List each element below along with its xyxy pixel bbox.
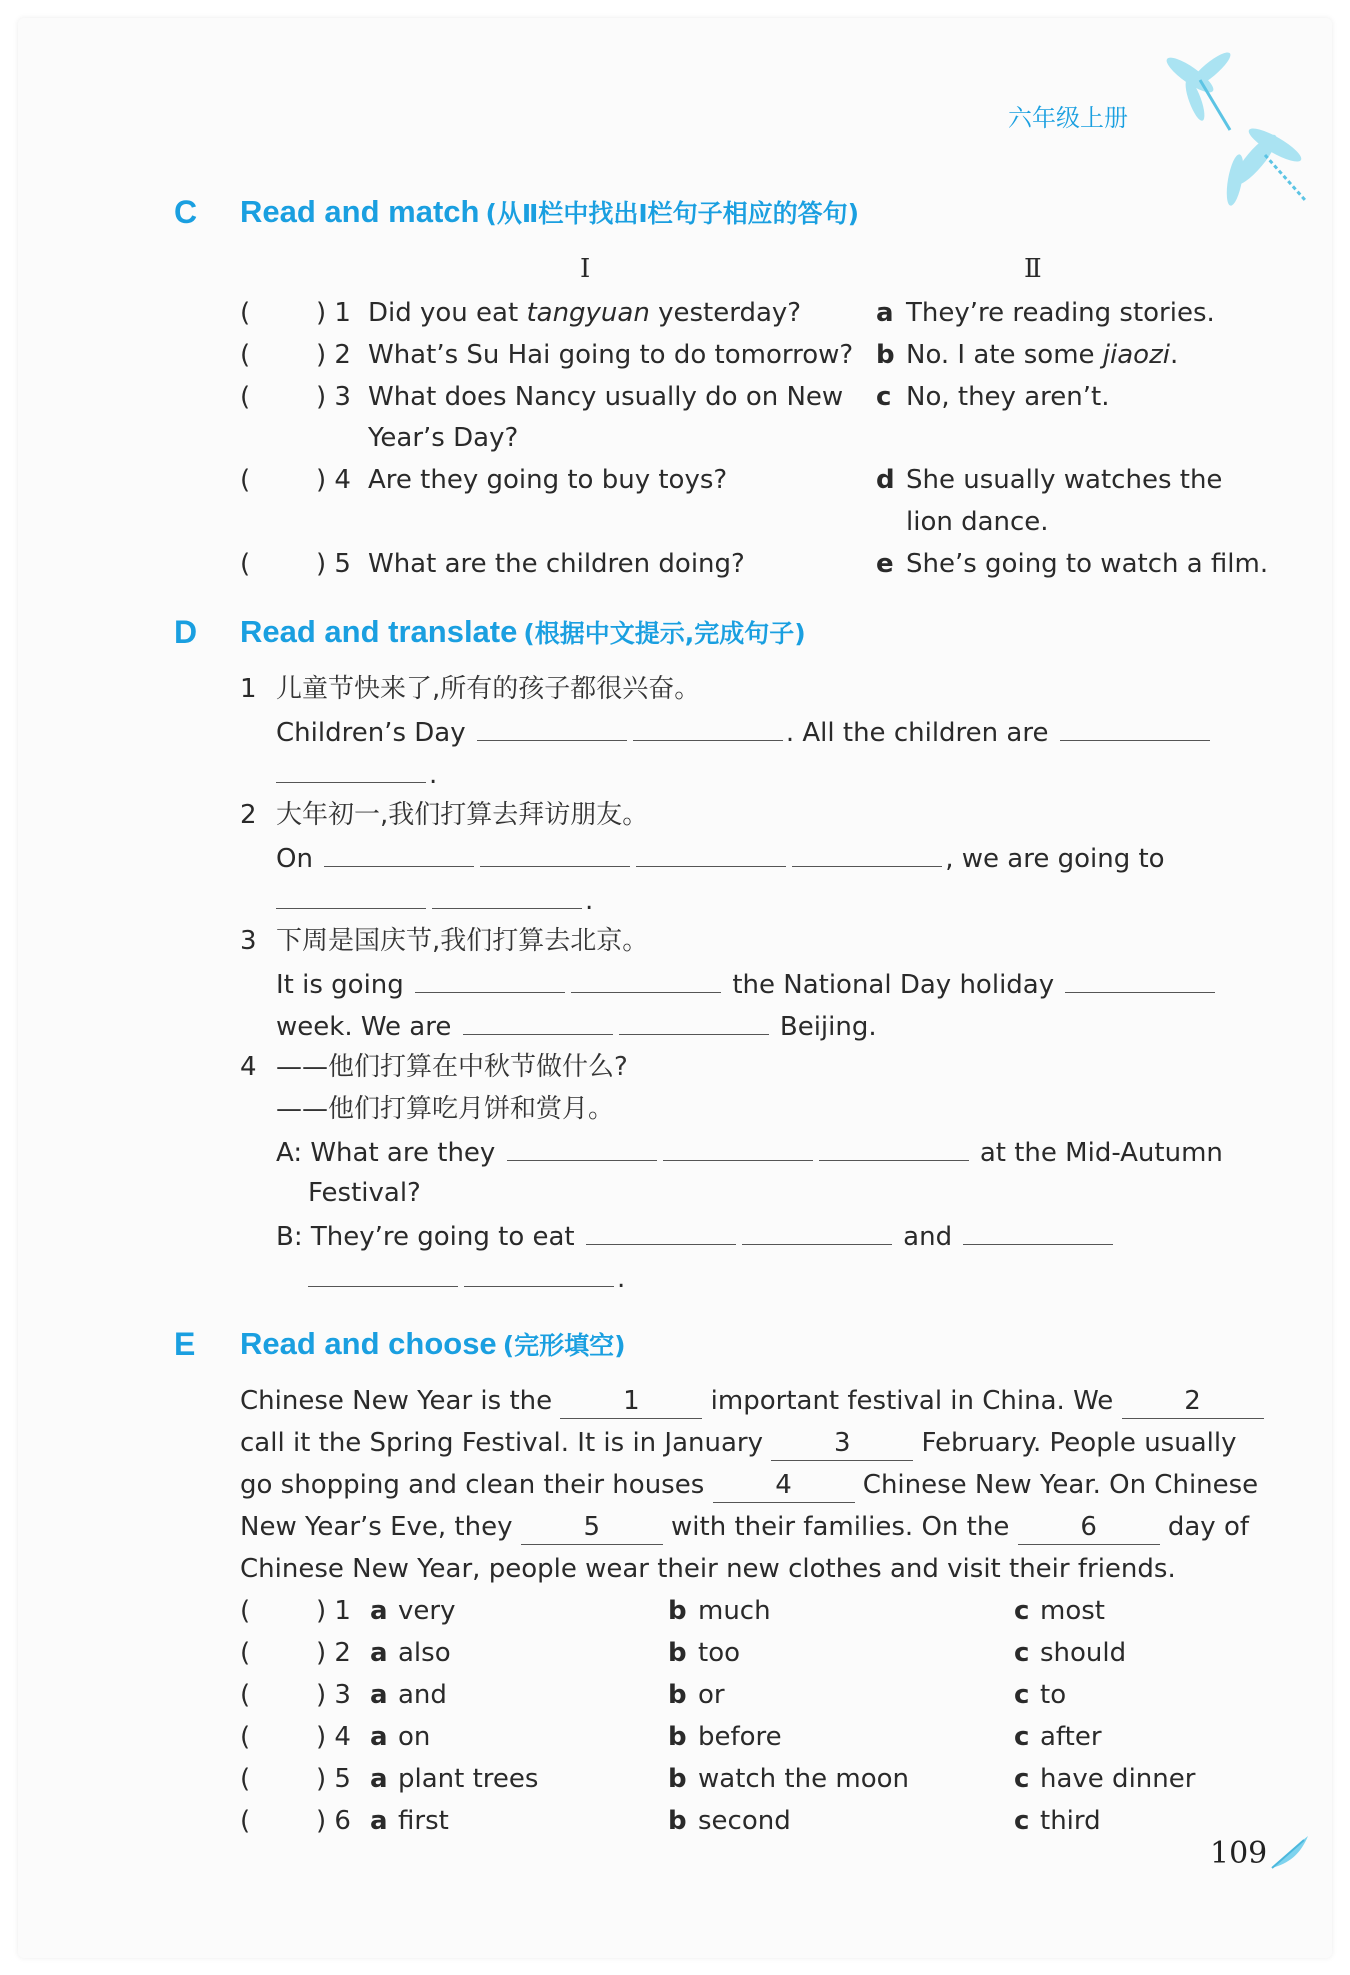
d-num-3: 3 bbox=[240, 926, 257, 956]
blank-input[interactable] bbox=[586, 1218, 736, 1245]
e-passage-line-3: go shopping and clean their houses 4 Chinese New Year. On Chinese bbox=[240, 1468, 1258, 1503]
e-num-5: ) 5 bbox=[316, 1764, 351, 1794]
c-answer-letter-e: e bbox=[876, 549, 894, 579]
e-option-5a[interactable]: plant trees bbox=[398, 1764, 539, 1794]
d-sentence-2: On , we are going to bbox=[276, 840, 1165, 876]
e-option-4c[interactable]: after bbox=[1040, 1722, 1102, 1752]
d-chinese-1: 儿童节快来了,所有的孩子都很兴奋。 bbox=[276, 674, 701, 704]
e-label-a: a bbox=[370, 1764, 388, 1794]
c-answer-letter-a: a bbox=[876, 298, 894, 328]
d-num-2: 2 bbox=[240, 800, 257, 830]
c-answer-c: No, they aren’t. bbox=[906, 382, 1110, 412]
blank-input[interactable] bbox=[1065, 966, 1215, 993]
section-e-heading bbox=[240, 1326, 626, 1362]
e-passage-line-4: New Year’s Eve, they 5 with their families. On the 6 day of bbox=[240, 1510, 1249, 1545]
blank-input[interactable] bbox=[619, 1008, 769, 1035]
e-option-1b[interactable]: much bbox=[698, 1596, 771, 1626]
e-label-b: b bbox=[668, 1638, 687, 1668]
e-option-1c[interactable]: most bbox=[1040, 1596, 1105, 1626]
c-num-1: ) 1 bbox=[316, 298, 351, 328]
e-bracket-3[interactable]: ( bbox=[240, 1680, 251, 1710]
section-c-heading bbox=[240, 194, 859, 230]
c-bracket-5[interactable]: ( bbox=[240, 549, 251, 579]
d-num-4: 4 bbox=[240, 1052, 257, 1082]
blank-input[interactable] bbox=[464, 1260, 614, 1287]
e-label-c: c bbox=[1014, 1596, 1030, 1626]
blank-input[interactable] bbox=[463, 1008, 613, 1035]
section-e-title: Read and choose bbox=[240, 1326, 497, 1361]
column-1-header: Ⅰ bbox=[580, 254, 591, 284]
blank-input[interactable] bbox=[633, 714, 783, 741]
blank-input[interactable] bbox=[415, 966, 565, 993]
c-answer-a: They’re reading stories. bbox=[906, 298, 1215, 328]
column-2-header: Ⅱ bbox=[1024, 254, 1042, 284]
c-bracket-2[interactable]: ( bbox=[240, 340, 251, 370]
blank-input[interactable] bbox=[819, 1134, 969, 1161]
c-bracket-3[interactable]: ( bbox=[240, 382, 251, 412]
blank-input[interactable] bbox=[663, 1134, 813, 1161]
c-answer-letter-b: b bbox=[876, 340, 895, 370]
e-option-4a[interactable]: on bbox=[398, 1722, 431, 1752]
cloze-blank-2[interactable]: 2 bbox=[1122, 1384, 1264, 1419]
cloze-blank-1[interactable]: 1 bbox=[560, 1384, 702, 1419]
blank-input[interactable] bbox=[963, 1218, 1113, 1245]
e-option-2c[interactable]: should bbox=[1040, 1638, 1127, 1668]
section-d-heading bbox=[240, 614, 806, 650]
e-bracket-1[interactable]: ( bbox=[240, 1596, 251, 1626]
section-c-title: Read and match bbox=[240, 194, 480, 229]
blank-input[interactable] bbox=[742, 1218, 892, 1245]
c-num-5: ) 5 bbox=[316, 549, 351, 579]
e-label-a: a bbox=[370, 1596, 388, 1626]
d-sentence-3: It is going the National Day holiday bbox=[276, 966, 1218, 1002]
e-num-3: ) 3 bbox=[316, 1680, 351, 1710]
blank-input[interactable] bbox=[276, 882, 426, 909]
section-d-title: Read and translate bbox=[240, 614, 518, 649]
cloze-blank-4[interactable]: 4 bbox=[713, 1468, 855, 1503]
d-sentence-1-cont: . bbox=[276, 756, 437, 792]
e-option-3c[interactable]: to bbox=[1040, 1680, 1067, 1710]
e-bracket-5[interactable]: ( bbox=[240, 1764, 251, 1794]
e-passage-line-2: call it the Spring Festival. It is in January 3 February. People usually bbox=[240, 1426, 1236, 1461]
e-label-c: c bbox=[1014, 1722, 1030, 1752]
e-bracket-2[interactable]: ( bbox=[240, 1638, 251, 1668]
c-answer-d-cont: lion dance. bbox=[906, 507, 1049, 537]
e-option-6a[interactable]: first bbox=[398, 1806, 449, 1836]
d-chinese-2: 大年初一,我们打算去拜访朋友。 bbox=[276, 800, 649, 830]
e-bracket-4[interactable]: ( bbox=[240, 1722, 251, 1752]
d-sentence-2-cont: . bbox=[276, 882, 593, 918]
c-question-5: What are the children doing? bbox=[368, 549, 745, 579]
d-chinese-4-q: ——他们打算在中秋节做什么? bbox=[276, 1052, 628, 1082]
c-answer-d: She usually watches the bbox=[906, 465, 1223, 495]
section-c-instruction: (从Ⅱ栏中找出Ⅰ栏句子相应的答句) bbox=[485, 199, 860, 228]
d-sentence-4a: A: What are they at the Mid-Autumn bbox=[276, 1134, 1223, 1170]
e-label-b: b bbox=[668, 1764, 687, 1794]
c-answer-b: No. I ate some jiaozi. bbox=[906, 340, 1179, 370]
blank-input[interactable] bbox=[1060, 714, 1210, 741]
e-label-a: a bbox=[370, 1722, 388, 1752]
d-num-1: 1 bbox=[240, 674, 257, 704]
section-d-instruction: (根据中文提示,完成句子) bbox=[523, 619, 806, 648]
blank-input[interactable] bbox=[308, 1260, 458, 1287]
d-sentence-4b-cont: . bbox=[308, 1260, 625, 1296]
feather-icon bbox=[1268, 1832, 1312, 1872]
e-option-6b[interactable]: second bbox=[698, 1806, 791, 1836]
c-num-2: ) 2 bbox=[316, 340, 351, 370]
e-option-4b[interactable]: before bbox=[698, 1722, 782, 1752]
c-question-1: Did you eat tangyuan yesterday? bbox=[368, 298, 802, 328]
c-question-4: Are they going to buy toys? bbox=[368, 465, 728, 495]
e-passage-line-5: Chinese New Year, people wear their new clothes and visit their friends. bbox=[240, 1554, 1176, 1584]
e-option-6c[interactable]: third bbox=[1040, 1806, 1101, 1836]
section-c-letter: C bbox=[174, 194, 198, 230]
e-label-b: b bbox=[668, 1722, 687, 1752]
blank-input[interactable] bbox=[507, 1134, 657, 1161]
e-label-a: a bbox=[370, 1680, 388, 1710]
e-option-2a[interactable]: also bbox=[398, 1638, 451, 1668]
blank-input[interactable] bbox=[432, 882, 582, 909]
e-num-2: ) 2 bbox=[316, 1638, 351, 1668]
section-e-letter: E bbox=[174, 1326, 196, 1362]
d-sentence-1: Children’s Day . All the children are bbox=[276, 714, 1213, 750]
d-sentence-4a-cont: Festival? bbox=[308, 1178, 421, 1208]
cloze-blank-3[interactable]: 3 bbox=[771, 1426, 913, 1461]
blank-input[interactable] bbox=[480, 840, 630, 867]
section-d-letter: D bbox=[174, 614, 198, 650]
e-label-c: c bbox=[1014, 1638, 1030, 1668]
blank-input[interactable] bbox=[571, 966, 721, 993]
c-question-3-cont: Year’s Day? bbox=[368, 423, 519, 453]
grade-label: 六年级上册 bbox=[1008, 104, 1128, 132]
section-e-instruction: (完形填空) bbox=[502, 1331, 626, 1360]
e-label-c: c bbox=[1014, 1764, 1030, 1794]
e-label-a: a bbox=[370, 1638, 388, 1668]
blank-input[interactable] bbox=[792, 840, 942, 867]
e-label-b: b bbox=[668, 1680, 687, 1710]
e-option-5c[interactable]: have dinner bbox=[1040, 1764, 1196, 1794]
blank-input[interactable] bbox=[324, 840, 474, 867]
e-label-a: a bbox=[370, 1806, 388, 1836]
e-num-6: ) 6 bbox=[316, 1806, 351, 1836]
d-chinese-4-a: ——他们打算吃月饼和赏月。 bbox=[276, 1094, 615, 1124]
c-num-3: ) 3 bbox=[316, 382, 351, 412]
c-question-2: What’s Su Hai going to do tomorrow? bbox=[368, 340, 854, 370]
e-option-1a[interactable]: very bbox=[398, 1596, 456, 1626]
c-answer-letter-c: c bbox=[876, 382, 892, 412]
e-label-b: b bbox=[668, 1806, 687, 1836]
page-number: 109 bbox=[1210, 1836, 1268, 1871]
blank-input[interactable] bbox=[636, 840, 786, 867]
e-num-4: ) 4 bbox=[316, 1722, 351, 1752]
e-option-5b[interactable]: watch the moon bbox=[698, 1764, 909, 1794]
c-answer-e: She’s going to watch a film. bbox=[906, 549, 1269, 579]
e-option-3a[interactable]: and bbox=[398, 1680, 447, 1710]
e-option-3b[interactable]: or bbox=[698, 1680, 725, 1710]
cloze-blank-6[interactable]: 6 bbox=[1018, 1510, 1160, 1545]
d-chinese-3: 下周是国庆节,我们打算去北京。 bbox=[276, 926, 649, 956]
c-bracket-1[interactable]: ( bbox=[240, 298, 251, 328]
blank-input[interactable] bbox=[276, 756, 426, 783]
dragonfly-decoration bbox=[1155, 40, 1315, 220]
c-num-4: ) 4 bbox=[316, 465, 351, 495]
c-question-3: What does Nancy usually do on New bbox=[368, 382, 844, 412]
e-num-1: ) 1 bbox=[316, 1596, 351, 1626]
blank-input[interactable] bbox=[477, 714, 627, 741]
c-bracket-4[interactable]: ( bbox=[240, 465, 251, 495]
e-passage-line-1: Chinese New Year is the 1 important festival in China. We 2 bbox=[240, 1384, 1264, 1419]
e-label-c: c bbox=[1014, 1806, 1030, 1836]
e-option-2b[interactable]: too bbox=[698, 1638, 741, 1668]
e-bracket-6[interactable]: ( bbox=[240, 1806, 251, 1836]
e-label-b: b bbox=[668, 1596, 687, 1626]
e-label-c: c bbox=[1014, 1680, 1030, 1710]
d-sentence-3-cont: week. We are Beijing. bbox=[276, 1008, 877, 1044]
cloze-blank-5[interactable]: 5 bbox=[521, 1510, 663, 1545]
d-sentence-4b: B: They’re going to eat and bbox=[276, 1218, 1116, 1254]
c-answer-letter-d: d bbox=[876, 465, 895, 495]
